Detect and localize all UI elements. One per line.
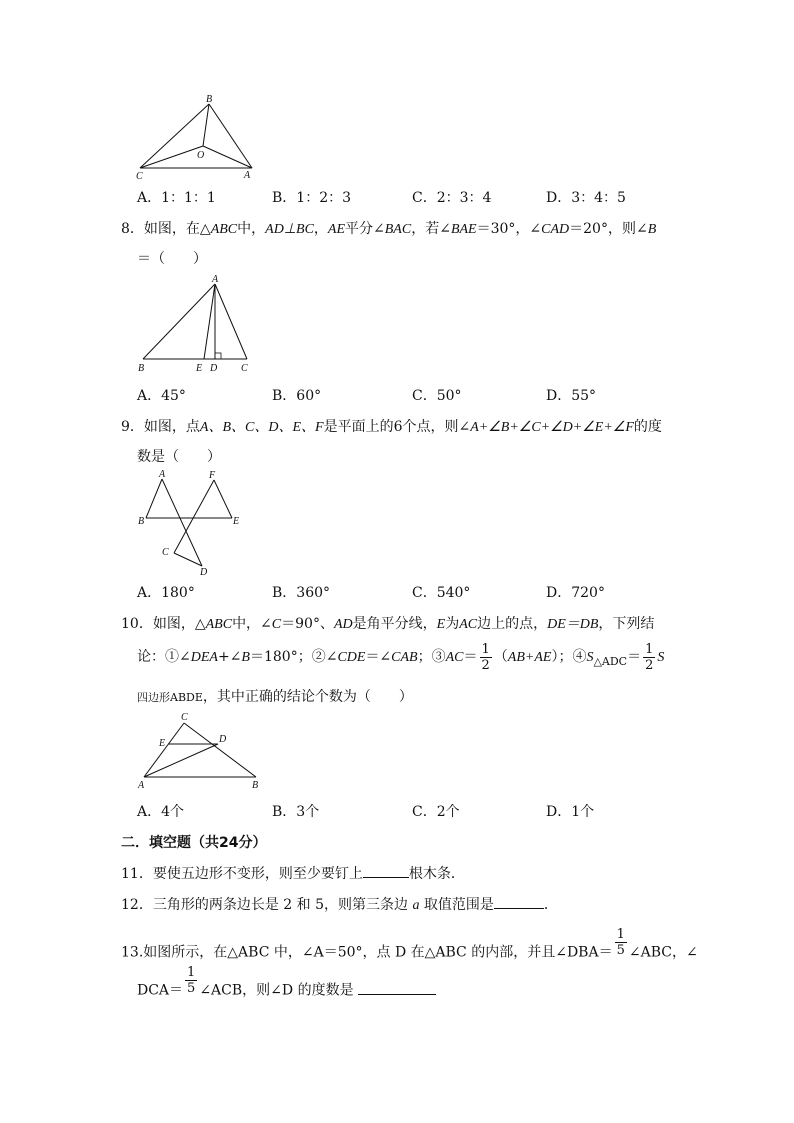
q10-option-c[interactable]: C．2个 [412,804,460,820]
q9-option-b[interactable]: B．360° [272,585,331,601]
q9-option-d[interactable]: D．720° [546,585,605,601]
q7-figure [130,92,260,182]
q8-stem-line1: 8．如图，在△ABC中，AD⊥BC，AE平分∠BAC，若∠BAE＝30°，∠CAD＝20°，则∠B [121,221,657,237]
q8-label-e: E [196,363,203,374]
q9-option-a[interactable]: A．180° [137,585,195,601]
q7-option-c[interactable]: C．2：3：4 [412,190,492,206]
q9-stem-line2: 数是（ ） [137,449,221,465]
q8-label-c: C [241,363,248,374]
q8-option-d[interactable]: D．55° [546,388,597,404]
q9-figure [134,468,249,580]
q8-figure [134,272,259,376]
q7-label-a: A [244,170,251,181]
q10-label-d: D [219,734,227,745]
q7-option-d[interactable]: D．3：4：5 [546,190,626,206]
q13-stem-line1: 13.如图所示，在△ABC 中，∠A＝50°，点 D 在△ABC 的内部，并且∠DBA＝ $\frac{1}{5}$ ∠ABC，∠ [121,927,698,961]
q8-label-b: B [138,363,145,374]
q11-stem: 11．要使五边形不变形，则至少要钉上 根木条． [121,863,465,883]
q10-label-e: E [159,738,166,749]
q7-label-b: B [206,94,213,105]
q8-option-a[interactable]: A．45° [137,388,186,404]
q9-label-d: D [200,567,208,578]
q10-label-a: A [138,780,145,791]
q9-label-e: E [233,516,240,527]
q10-figure [134,706,264,792]
q10-option-d[interactable]: D．1个 [546,804,595,820]
q10-label-c: C [181,712,188,723]
q10-fraction-half-2: $\frac{1}{2}$ [645,641,654,673]
q7-option-b[interactable]: B．1：2：3 [272,190,352,206]
q9-label-f: F [209,470,216,481]
q8-option-c[interactable]: C．50° [412,388,462,404]
q9-label-a: A [159,469,166,480]
q10-label-b: B [252,780,259,791]
q9-option-c[interactable]: C．540° [412,585,471,601]
q11-answer-blank[interactable] [363,863,409,878]
q10-stem-line2: 论：①∠DEA+∠B＝180°；②∠CDE＝∠CAB；③AC＝ $\frac{1}{2}$ （AB+AE）；$④S_{\triangle ADC}=$ $\frac{1}{2}$ S [137,641,665,673]
q10-stem-line1: 10．如图，△ABC中，∠C＝90°、AD是角平分线，E为AC边上的点，DE＝DB，下列结 [121,616,655,632]
q8-option-b[interactable]: B．60° [272,388,322,404]
q8-label-d: D [210,363,218,374]
q10-stem-line3: 四边形ABDE，其中正确的结论个数为（ ） [137,689,413,705]
q9-label-c: C [162,547,169,558]
q8-stem-line2: ＝（ ） [137,251,207,267]
q9-label-b: B [138,516,145,527]
q13-stem-line2: DCA＝ $\frac{1}{5}$ ∠ACB，则∠D 的度数是 [137,966,436,1008]
q12-answer-blank[interactable] [494,894,544,909]
q10-option-b[interactable]: B．3个 [272,804,320,820]
q10-fraction-half-1: $\frac{1}{2}$ [481,641,490,673]
q8-label-a: A [212,274,219,285]
q7-label-c: C [136,171,143,182]
section-heading-fill-in: 二．填空题（共24分） [121,835,267,851]
q12-stem: 12．三角形的两条边长是 2 和 5，则第三条边 a 取值范围是 ． [121,894,558,914]
q13-fraction-fifth-2: $\frac{1}{5}$ [187,965,196,996]
q13-answer-blank[interactable] [358,980,436,995]
q7-label-o: O [197,150,205,161]
q9-stem-line1: 9．如图，点A、B、C、D、E、F是平面上的6个点，则∠A+∠B+∠C+∠D+∠E+∠F的度 [121,419,662,435]
q13-fraction-fifth-1: $\frac{1}{5}$ [616,927,625,958]
q10-option-a[interactable]: A．4个 [137,804,185,820]
q7-option-a[interactable]: A．1：1：1 [137,190,216,206]
